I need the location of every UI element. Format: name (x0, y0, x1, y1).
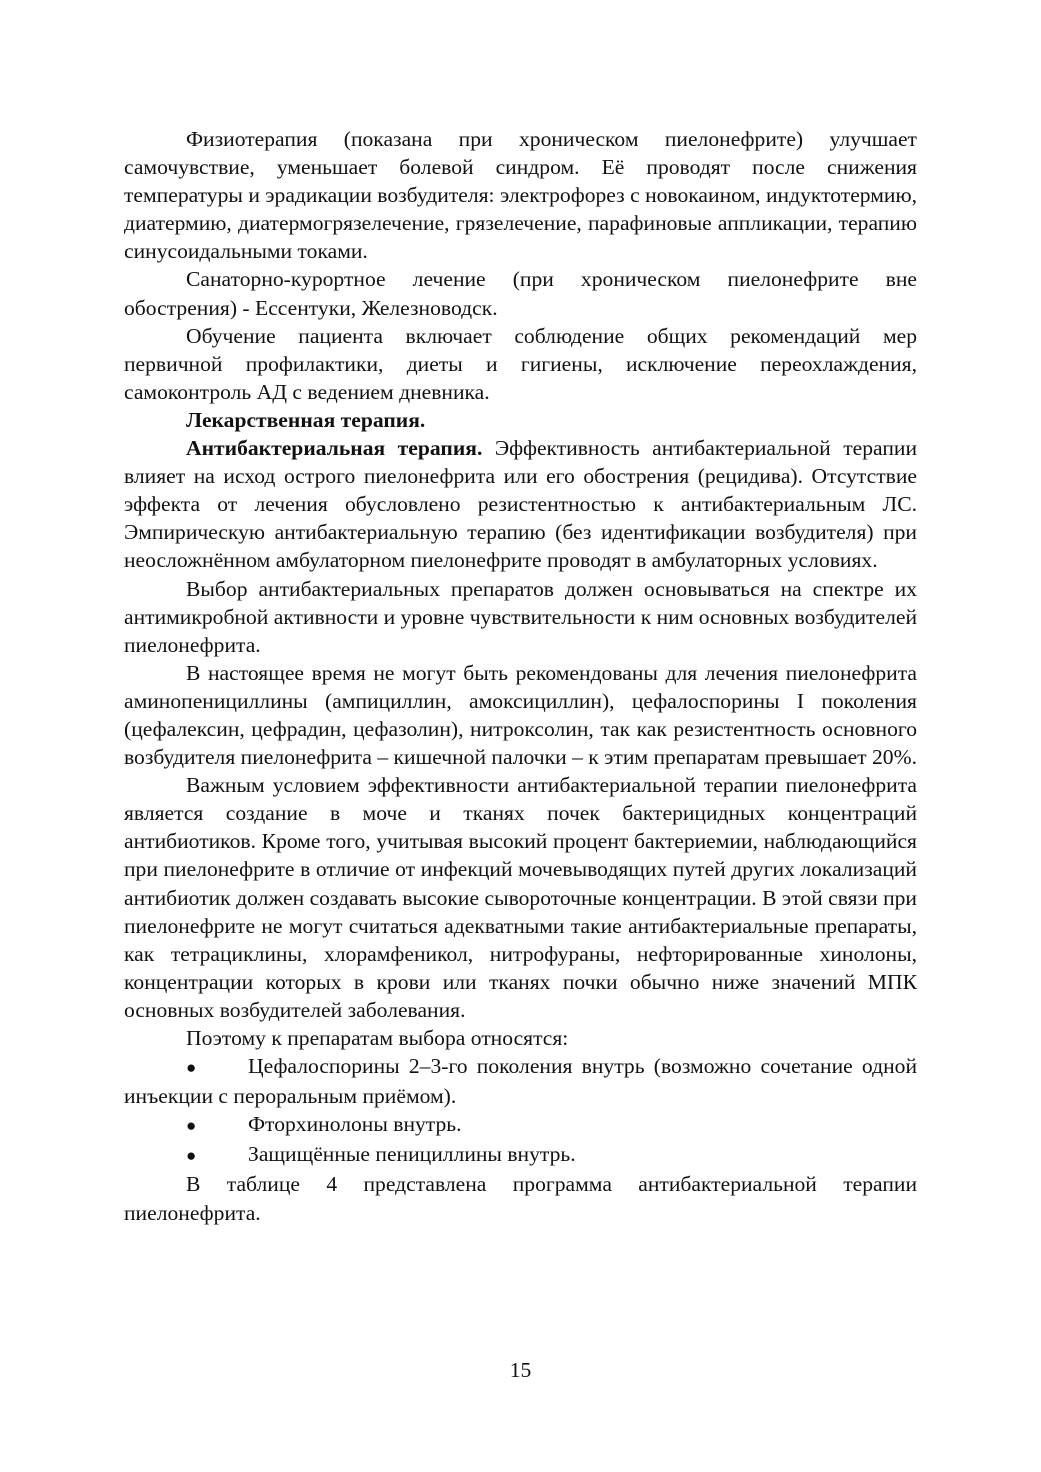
paragraph-condition: Важным условием эффективности антибактериальной терапии пиелонефрита является создание в моче и тканях почек бактерицидных концентраций антибиотиков. Кроме того, учитывая высокий процент бактериемии, наблюдающийся при пиелонефрите в отличие от инфекций мочевыводящих путей других локализаций антибиотик должен создавать высокие сывороточные концентрации. В этой связи при пиелонефрите не могут считаться адекватными такие антибактериальные препараты, как тетрациклины, хлорамфеникол, нитрофураны, нефторированные хинолоны, концентрации которых в крови или тканях почки обычно ниже значений МПК основных возбудителей заболевания. (124, 773, 917, 1022)
paragraph-antibacterial (124, 434, 917, 574)
paragraph-table-reference: В таблице 4 представлена программа антибактериальной терапии пиелонефрита. (124, 1172, 917, 1225)
paragraph-drugs-of-choice: Поэтому к препаратам выбора относятся: (186, 1026, 569, 1050)
list-item-text: Фторхинолоны внутрь. (248, 1112, 462, 1137)
list-item (124, 1140, 917, 1170)
paragraph-antibacterial-text: Эффективность антибактериальной терапии влияет на исход острого пиелонефрита или его обострения (рецидива). Отсутствие эффекта от лечения обусловлено резистентностью к антибактериальным ЛС. Эмпирическую антибактериальную терапию (без идентификации возбудителя) при неосложнённом амбулаторном пиелонефрите проводят в амбулаторных условиях. (124, 436, 917, 573)
paragraph-physiotherapy: Физиотерапия (показана при хроническом пиелонефрите) улучшает самочувствие, уменьшает болевой синдром. Её проводят после снижения температуры и эрадикации возбудителя: электрофорез с новокаином, индуктотермию, диатермию, диатермогрязелечение, грязелечение, парафиновые аппликации, терапию синусоидальными токами. (124, 127, 917, 264)
list-item-text: Цефалоспорины 2–3-го поколения внутрь (возможно сочетание одной инъекции с пероральным приёмом). (124, 1054, 917, 1109)
bullet-icon: ● (186, 1116, 197, 1136)
paragraph-not-recommended: В настоящее время не могут быть рекомендованы для лечения пиелонефрита аминопенициллины (ампициллин, амоксициллин), цефалоспорины I поколения (цефалексин, цефрадин, цефазолин), нитроксолин, так как резистентность основного возбудителя пиелонефрита – кишечной палочки – к этим препаратам превышает 20%. (124, 660, 917, 770)
list-item-text: Защищённые пенициллины внутрь. (248, 1142, 576, 1167)
bullet-icon: ● (186, 1058, 197, 1078)
page-number: 15 (509, 1358, 532, 1382)
list-item (124, 1052, 917, 1110)
list-item (124, 1110, 917, 1140)
document-page (124, 125, 917, 1227)
paragraph-drug-choice: Выбор антибактериальных препаратов должен основываться на спектре их антимикробной активности и уровне чувствительности к ним основных возбудителей пиелонефрита. (124, 576, 917, 657)
bullet-icon: ● (186, 1146, 197, 1166)
subheading-antibacterial: Антибактериальная терапия. (186, 436, 483, 461)
section-heading: Лекарственная терапия. (186, 407, 426, 432)
paragraph-sanatorium: Санаторно-курортное лечение (при хроническом пиелонефрите вне обострения) - Ессентуки, Железноводск. (124, 267, 917, 320)
paragraph-patient-education: Обучение пациента включает соблюдение общих рекомендаций мер первичной профилактики, диеты и гигиены, исключение переохлаждения, самоконтроль АД с ведением дневника. (124, 323, 917, 404)
